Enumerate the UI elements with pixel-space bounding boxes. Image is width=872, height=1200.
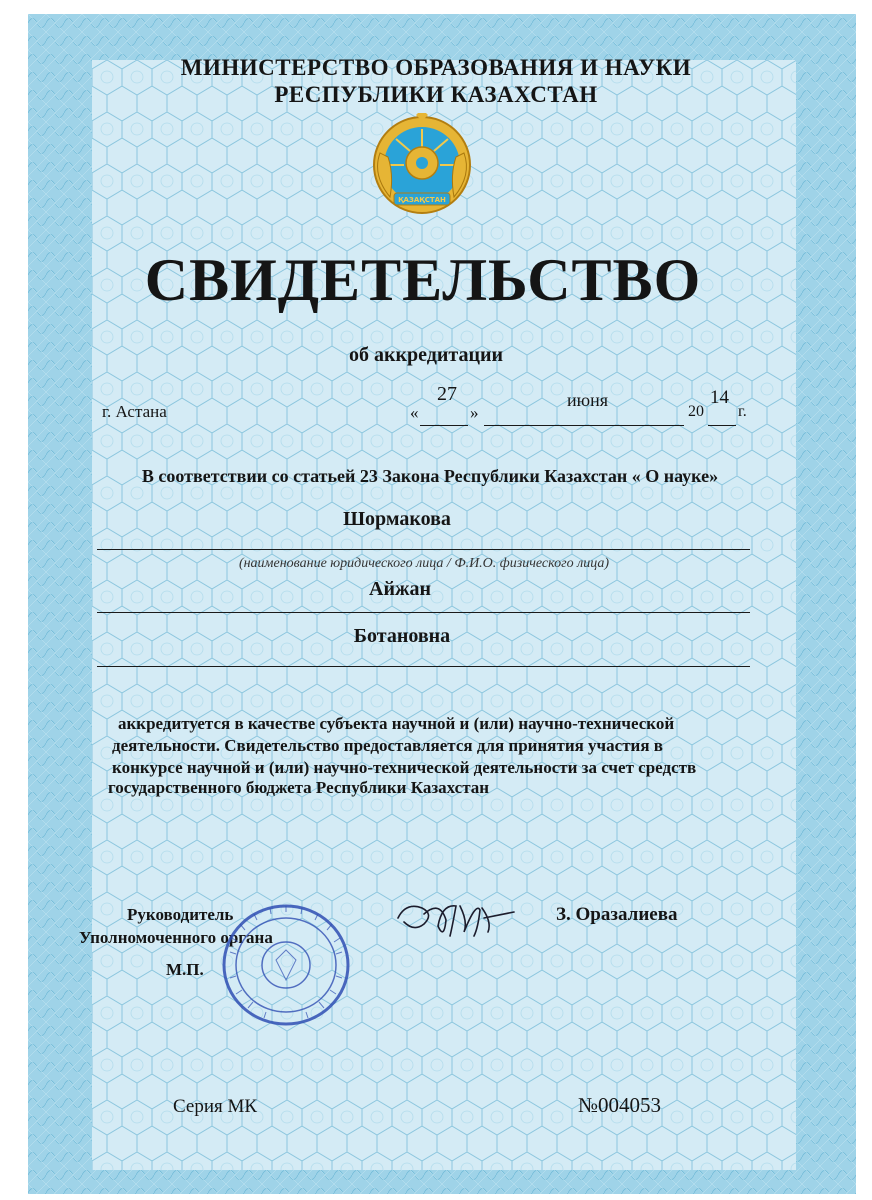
holder-patronymic: Ботановна bbox=[353, 625, 451, 647]
surname-line bbox=[97, 549, 750, 550]
city: г. Астана bbox=[102, 402, 167, 421]
patronymic-line bbox=[97, 666, 750, 667]
certificate-series: Серия МК bbox=[173, 1096, 258, 1117]
signer-role-line-1: Руководитель bbox=[127, 905, 234, 924]
ministry-line-2: РЕСПУБЛИКИ КАЗАХСТАН bbox=[274, 82, 598, 107]
holder-first-name: Айжан bbox=[369, 578, 431, 600]
legal-basis: В соответствии со статьей 23 Закона Республики Казахстан « О науке» bbox=[141, 466, 719, 486]
date-year-label: г. bbox=[738, 403, 747, 420]
date-day: 27 bbox=[437, 383, 457, 405]
body-line-4: государственного бюджета Республики Казахстан bbox=[108, 778, 490, 797]
date-year-suffix: 14 bbox=[710, 387, 729, 408]
month-underline bbox=[484, 425, 684, 426]
emblem-caption: ҚАЗАҚСТАН bbox=[398, 196, 446, 204]
certificate-number: №004053 bbox=[578, 1093, 662, 1117]
inner-honeycomb-pattern bbox=[92, 60, 796, 1170]
day-underline bbox=[420, 425, 468, 426]
holder-caption: (наименование юридического лица / Ф.И.О. физического лица) bbox=[238, 556, 610, 571]
first-name-line bbox=[97, 612, 750, 613]
inner-panel bbox=[92, 60, 796, 1170]
document-title: СВИДЕТЕЛЬСТВО bbox=[144, 247, 702, 313]
handwritten-signature bbox=[394, 892, 518, 946]
signer-role-line-2: Уполномоченного органа bbox=[79, 928, 273, 947]
stamp-place-label: М.П. bbox=[166, 960, 204, 979]
ministry-line-1: МИНИСТЕРСТВО ОБРАЗОВАНИЯ И НАУКИ bbox=[180, 55, 692, 80]
state-emblem-icon bbox=[366, 113, 478, 217]
date-quote-close: » bbox=[470, 403, 479, 422]
body-line-3: конкурсе научной и (или) научно-технической деятельности за счет средств bbox=[112, 758, 697, 777]
date-quote-open: « bbox=[410, 403, 419, 422]
body-line-1: аккредитуется в качестве субъекта научной и (или) научно-технической bbox=[118, 714, 675, 733]
signatory-name: З. Оразалиева bbox=[556, 904, 678, 925]
holder-surname: Шормакова bbox=[343, 508, 451, 530]
document-subtitle: об аккредитации bbox=[348, 344, 504, 366]
date-month: июня bbox=[567, 390, 608, 410]
official-seal-icon bbox=[220, 902, 352, 1028]
date-year-prefix: 20 bbox=[688, 403, 704, 420]
year-underline bbox=[708, 425, 736, 426]
body-line-2: деятельности. Свидетельство предоставляется для принятия участия в bbox=[112, 736, 663, 755]
